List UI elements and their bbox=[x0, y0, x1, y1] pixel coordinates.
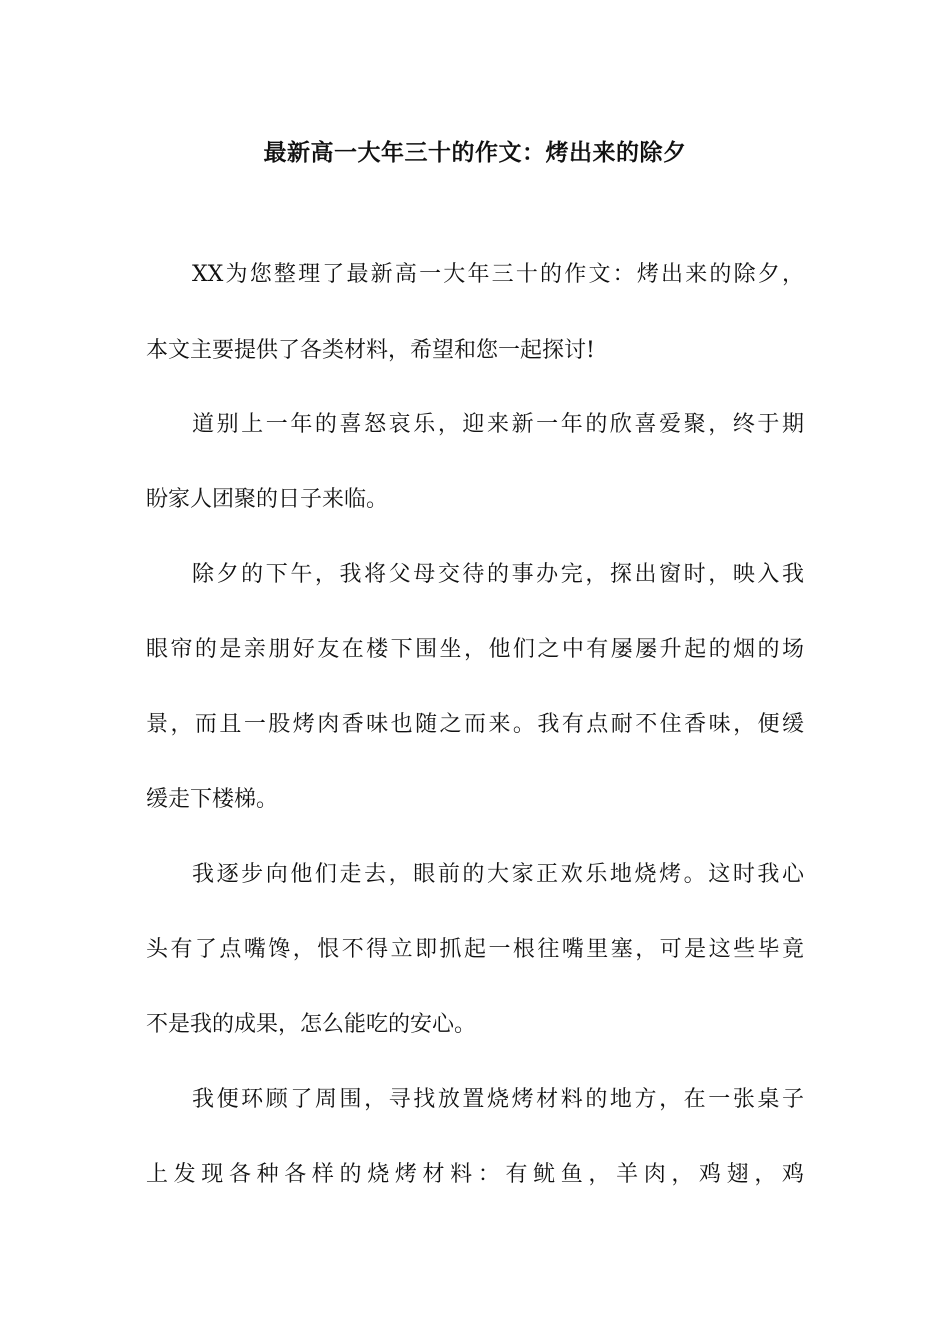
paragraph-line: 盼家人团聚的日子来临。 bbox=[146, 487, 389, 512]
paragraph-line: 我便环顾了周围，寻找放置烧烤材料的地方，在一张桌子 bbox=[192, 1087, 804, 1112]
paragraph-line: 上发现各种各样的烧烤材料：有鱿鱼，羊肉，鸡翅，鸡 bbox=[146, 1162, 804, 1187]
paragraph-line: 景，而且一股烤肉香味也随之而来。我有点耐不住香味，便缓 bbox=[146, 712, 804, 737]
paragraph-line: 头有了点嘴馋，恨不得立即抓起一根往嘴里塞，可是这些毕竟 bbox=[146, 937, 804, 962]
paragraph-line: 除夕的下午，我将父母交待的事办完，探出窗时，映入我 bbox=[192, 562, 804, 587]
paragraph-line: 缓走下楼梯。 bbox=[146, 787, 279, 812]
paragraph-line: 我逐步向他们走去，眼前的大家正欢乐地烧烤。这时我心 bbox=[192, 862, 804, 887]
paragraph-line: XX为您整理了最新高一大年三十的作文：烤出来的除夕， bbox=[192, 262, 804, 287]
document-title: 最新高一大年三十的作文：烤出来的除夕 bbox=[263, 140, 687, 166]
paragraph-line: 道别上一年的喜怒哀乐，迎来新一年的欣喜爱聚，终于期 bbox=[192, 412, 804, 437]
paragraph-line: 不是我的成果，怎么能吃的安心。 bbox=[146, 1012, 477, 1037]
paragraph-line: 眼帘的是亲朋好友在楼下围坐，他们之中有屡屡升起的烟的场 bbox=[146, 637, 804, 662]
paragraph-line: 本文主要提供了各类材料，希望和您一起探讨! bbox=[146, 338, 595, 363]
